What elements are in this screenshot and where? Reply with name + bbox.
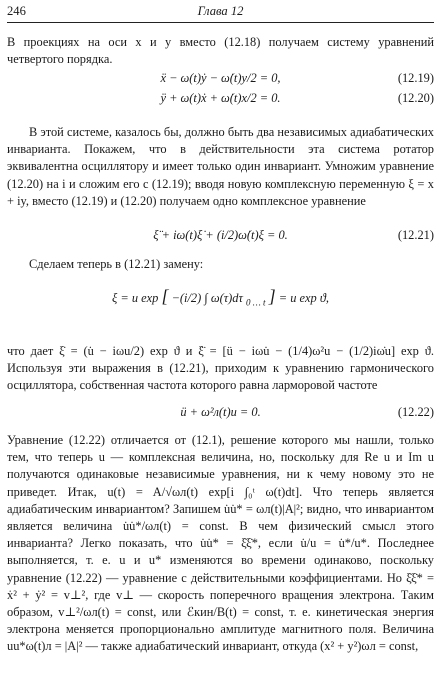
- page-number: 246: [7, 4, 26, 18]
- equation-12-20: [7, 90, 434, 108]
- equation-12-22: [7, 404, 434, 422]
- paragraph-invariant: В этой системе, казалось бы, должно быть два независимых адиабатических инварианта. Покажем, что в действительности эта система ротатор эквивалентна осциллятору и имеет только один инвариант. Умножим уравнение (12.20) на i и сложим его с (12.19); вводя новую комплексную переменную ξ = x + iy, вместо (12.19) и (12.20) получаем одно комплексное уравнение: [7, 125, 434, 208]
- chapter-title: Глава 12: [197, 4, 244, 18]
- header-rule: [7, 22, 434, 23]
- equation-12-19: [7, 70, 434, 88]
- equation-number: (12.22): [397, 405, 434, 419]
- running-header: [7, 3, 434, 21]
- equation-number: (12.21): [397, 228, 434, 242]
- paragraph-adiabatic: Уравнение (12.22) отличается от (12.1), решение которого мы нашли, только тем, что теперь u — комплексная величина, но, поскольку для Re u и Im u получаются одинаковые независимые уравнения, ни к чему новому это не приведет. Итак, u(t) = A/√ωл(t) exp[i ∫₀ᵗ ω(t)dt]. Что теперь является адиабатическим инвариантом? Запишем u̇u̇* = ωл(t)|A|²; видно, что инвариантом является величина u̇u̇*/ωл(t) = const. В чем физический смысл этого инварианта? Легко показать, что u̇u̇* = ξ̇ξ̇*, если u̇/u = u̇*/u*. Последнее выполняется, т. е. u и u* изменяются во времени одинаково, поскольку уравнение (12.22) — уравнение с действительными коэффициентами. Но ξ̇ξ̇* = ẋ² + ẏ² = v⊥², где v⊥ — скорость поперечного вращения электрона. Таким образом, v⊥²/ωл(t) = const, или ℰкин/B(t) = const, т. е. кинетическая энергия электрона меняется пропорционально амплитуде магнитного поля. Величина uu*ω(t)л = |A|² — также адиабатический инвариант, откуда (x² + y²)ωл = const,: [7, 433, 434, 654]
- subst-integral: ∫ ω(τ)dτ: [204, 291, 243, 305]
- equation-formula: ÿ + ω(t)ẋ + ω̇(t)x/2 = 0.: [160, 91, 281, 105]
- subst-right: = u exp ϑ,: [278, 291, 330, 305]
- equation-number: (12.20): [397, 91, 434, 105]
- subst-left: ξ = u exp: [111, 291, 159, 305]
- paragraph-harmonic: что дает ξ̇ = (u̇ − iωu/2) exp ϑ и ξ̈ = [ü − iωu̇ − (1/4)ω²u − (1/2)iω̇u] exp ϑ. Используя эти выражения в (12.21), приходим к уравнению гармонического осциллятора, собственная частота которого равна ларморовой частоте: [7, 344, 434, 393]
- subst-limits: 0 … t: [246, 297, 266, 308]
- bracket-close: ]: [268, 286, 276, 306]
- equation-formula: ξ̈ + iω(t)ξ̇ + (i/2)ω̇(t)ξ = 0.: [153, 228, 288, 242]
- equation-formula: ü + ω²л(t)u = 0.: [180, 405, 261, 419]
- paragraph-substitution: Сделаем теперь в (12.21) замену:: [29, 257, 204, 271]
- paragraph-intro: В проекциях на оси x и y вместо (12.18) получаем систему уравнений четвертого порядка.: [7, 35, 434, 67]
- equation-formula: ẍ − ω(t)ẏ − ω̇(t)y/2 = 0,: [160, 71, 281, 85]
- subst-fraction: −(i/2): [171, 291, 202, 305]
- substitution-formula: [7, 288, 434, 328]
- equation-12-21: [7, 227, 434, 245]
- bracket-open: [: [161, 286, 169, 306]
- equation-number: (12.19): [397, 71, 434, 85]
